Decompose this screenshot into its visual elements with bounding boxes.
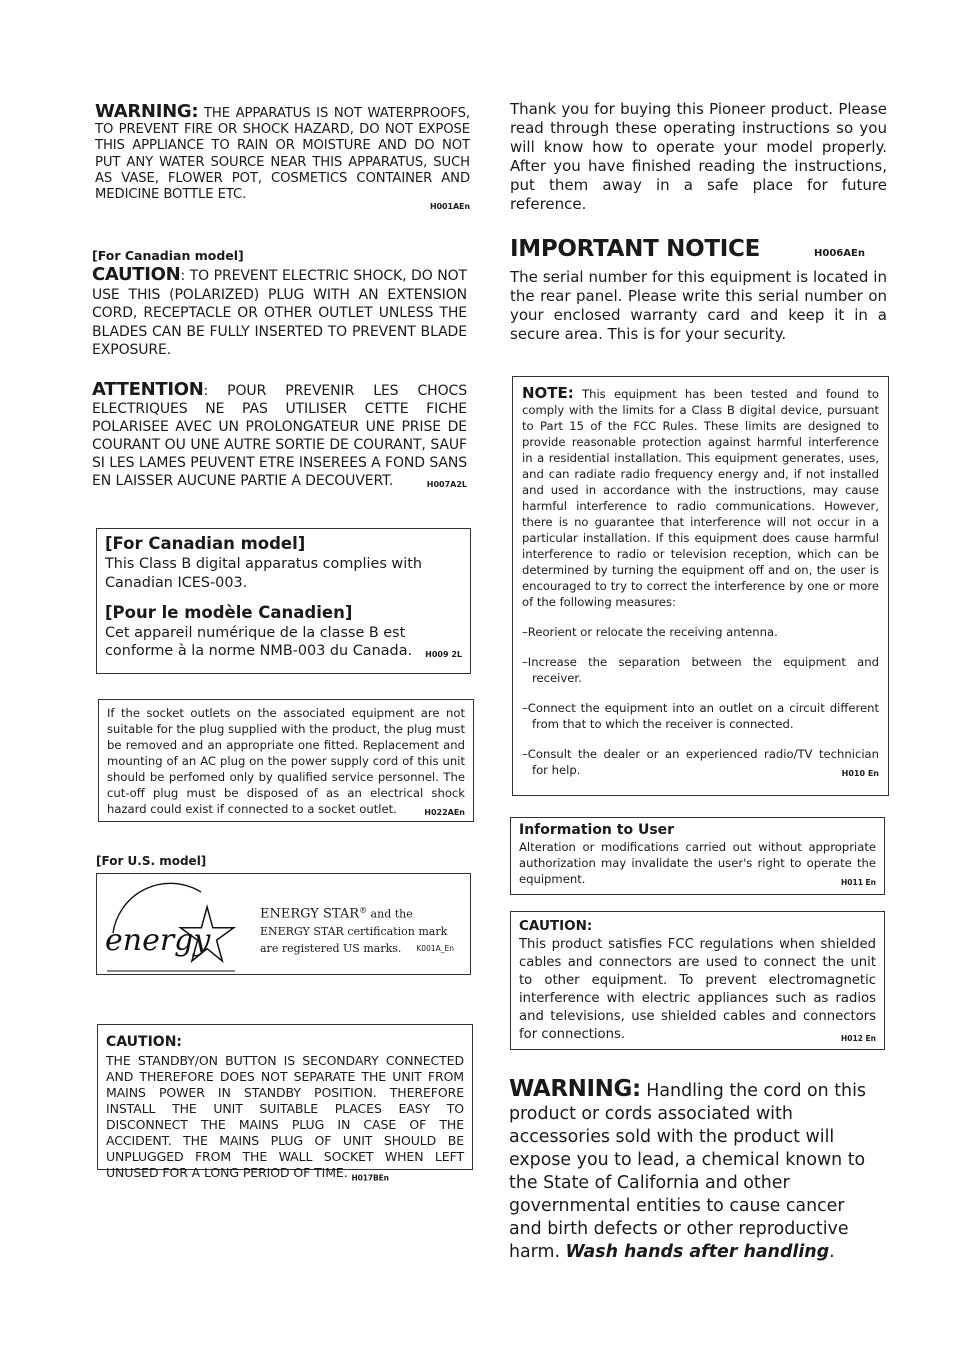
standby-heading: CAUTION:: [106, 1034, 183, 1050]
prop65-end: .: [829, 1242, 835, 1262]
energy-text: ENERGY STAR® and the ENERGY STAR certification mark are registered US marks. K001A_En: [260, 906, 454, 955]
fcc-measure-2: –Increase the separation between the equipment and receiver.: [522, 655, 879, 685]
standby-text: THE STANDBY/ON BUTTON IS SECONDARY CONNECTED AND THEREFORE DOES NOT SEPARATE THE UNIT FROM MAINS POWER IN STANDBY POSITION. THEREFORE INSTALL THE UNIT SUITABLE PLACES EASY TO DISCONNECT THE MAINS PLUG IN CASE OF THE ACCIDENT. THE MAINS PLUG OF UNIT SHOULD BE UNPLUGGED FROM THE WALL SOCKET WHEN LEFT UNUSED FOR A LONG PERIOD OF TIME.: [106, 1053, 464, 1180]
fcc-caution-heading: CAUTION:: [519, 918, 593, 934]
caution-lead: CAUTION: [92, 264, 181, 285]
thank-you-text: Thank you for buying this Pioneer product. Please read through these operating instructions so you will know how to operate your model properly. After you have finished reading the instructions, put them away in a safe place for future reference.: [510, 100, 887, 213]
info-user-code: H011 En: [840, 878, 876, 887]
standby-code: H017BEn: [351, 1173, 389, 1183]
ices-box: [96, 528, 471, 674]
fcc-caution-box: [510, 911, 885, 1050]
important-notice-text: The serial number for this equipment is located in the rear panel. Please write this serial number on your enclosed warranty card and keep it in a secure area. This is for your security.: [510, 268, 887, 343]
us-heading: [For U.S. model]: [96, 854, 207, 868]
energy-star-name: ENERGY STAR: [260, 906, 360, 922]
fcc-measure-4: –Consult the dealer or an experienced radio/TV technician for help.: [522, 747, 879, 777]
energy-logo-word: energy: [105, 923, 211, 958]
attention-lead: ATTENTION: [92, 379, 204, 400]
energy-code: K001A_En: [416, 943, 454, 953]
energy-box: [96, 873, 471, 975]
energy-statement: and the ENERGY STAR certification mark are registered US marks.: [260, 907, 448, 955]
fcc-caution-code: H012 En: [840, 1034, 876, 1043]
important-notice: [510, 236, 887, 344]
prop65-warning: [509, 1078, 881, 1264]
fcc-measure-3: –Connect the equipment into an outlet on a circuit different from that to which the receiver is connected.: [522, 701, 879, 731]
ices-fr-heading: [Pour le modèle Canadien]: [105, 602, 353, 622]
prop65-text: Handling the cord on this product or cords associated with accessories sold with the product will expose you to lead, a chemical known to the State of California and other governmental entities to cause cancer and birth defects or other reproductive harm.: [509, 1081, 866, 1262]
warning-code: H001AEn: [429, 202, 470, 212]
socket-code: H022AEn: [424, 808, 465, 817]
socket-box: [98, 699, 474, 822]
standby-caution-box: [97, 1024, 473, 1183]
fcc-caution-text: This product satisfies FCC regulations when shielded cables and connectors are used to connect the unit to other equipment. To prevent electromagnetic interference with electric appliances such as radios and televisions, use shielded cables and connectors for connections.: [519, 937, 876, 1042]
fcc-note-text: This equipment has been tested and found to comply with the limits for a Class B digital device, pursuant to Part 15 of the FCC Rules. These limits are designed to provide reasonable protection against harmful interference in a residential installation. This equipment generates, uses, and can radiate radio frequency energy and, if not installed and used in accordance with the instructions, may cause harmful interference to radio communications. However, there is no guarantee that interference will not occur in a particular installation. If this equipment does cause harmful interference to radio or television reception, which can be determined by turning the equipment off and on, the user is encouraged to try to correct the interference by one or more of the following measures:: [522, 387, 879, 609]
canadian-heading: [For Canadian model]: [92, 248, 244, 263]
important-notice-title: IMPORTANT NOTICE: [510, 236, 761, 262]
fcc-note-lead: NOTE:: [522, 384, 574, 402]
warning-waterproof: [95, 101, 471, 215]
fcc-note-code: H010 En: [841, 769, 879, 778]
info-user-heading: Information to User: [519, 822, 675, 838]
prop65-emphasis: Wash hands after handling: [565, 1242, 830, 1262]
attention-french: [92, 381, 467, 489]
fcc-measure-1: –Reorient or relocate the receiving antenna.: [522, 625, 778, 639]
warning-lead: WARNING:: [95, 101, 199, 122]
energy-section: [96, 854, 476, 871]
info-user-box: [510, 817, 885, 895]
attention-code: H007A2L: [426, 480, 467, 489]
canadian-caution: [92, 248, 467, 360]
ices-en-text: This Class B digital apparatus complies with Canadian ICES-003.: [105, 556, 422, 591]
info-user-text: Alteration or modifications carried out without appropriate authorization may invalidate the user's right to operate the equipment.: [519, 840, 876, 886]
attention-text: : POUR PREVENIR LES CHOCS ELECTRIQUES NE PAS UTILISER CETTE FICHE POLARISEE AVEC UN PROLONGATEUR UNE PRISE DE COURANT OU UNE AUTRE SORTIE DE COURANT, SAUF SI LES LAMES PEUVENT ETRE INSEREES A FOND SANS EN LAISSER AUCUNE PARTIE A DECOUVERT.: [92, 383, 467, 489]
thank-you-paragraph: [510, 100, 887, 214]
ices-code: H009 2L: [425, 650, 462, 660]
ices-fr-text: Cet appareil numérique de la classe B est conforme à la norme NMB-003 du Canada.: [105, 624, 413, 660]
fcc-note-box: [512, 376, 889, 796]
prop65-lead: WARNING:: [509, 1076, 641, 1102]
socket-text: If the socket outlets on the associated equipment are not suitable for the plug supplied with the product, the plug must be removed and an appropriate one fitted. Replacement and mounting of an AC plug on the power supply cord of this unit should be perfomed only by qualified service personnel. The cut-off plug must be disposed of as an electrical shock hazard could exist if connected to a socket outlet.: [107, 706, 465, 816]
ices-en-heading: [For Canadian model]: [105, 534, 306, 553]
energy-star-logo-icon: [103, 878, 243, 974]
important-notice-code: H006AEn: [814, 248, 865, 259]
warning-text: THE APPARATUS IS NOT WATERPROOFS, TO PREVENT FIRE OR SHOCK HAZARD, DO NOT EXPOSE THIS APPLIANCE TO RAIN OR MOISTURE AND DO NOT PUT ANY WATER SOURCE NEAR THIS APPARATUS, SUCH AS VASE, FLOWER POT, COSMETICS CONTAINER AND MEDICINE BOTTLE ETC.: [95, 106, 471, 203]
caution-text: : TO PREVENT ELECTRIC SHOCK, DO NOT USE THIS (POLARIZED) PLUG WITH AN EXTENSION CORD, RECEPTACLE OR OTHER OUTLET UNLESS THE BLADES CAN BE FULLY INSERTED TO PREVENT BLADE EXPOSURE.: [92, 268, 467, 358]
